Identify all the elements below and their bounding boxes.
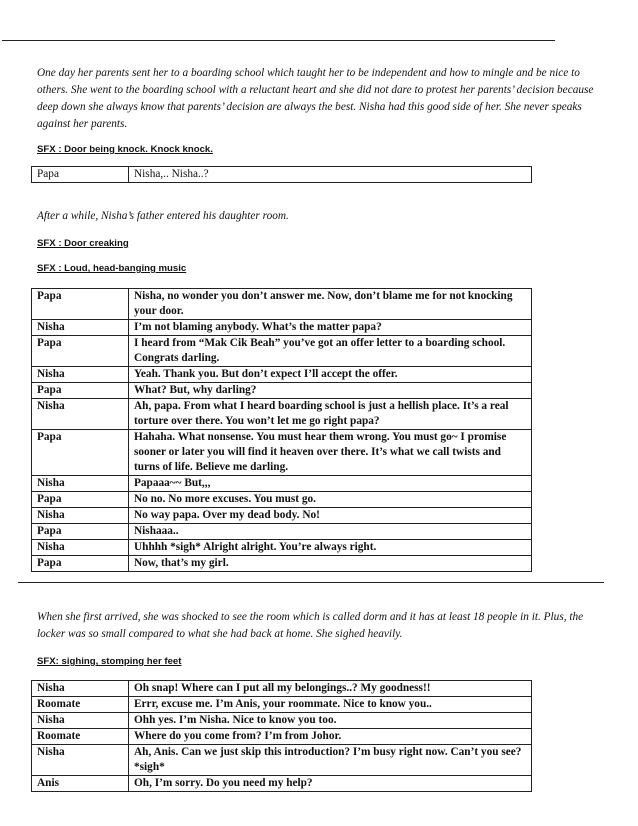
line-cell: What? But, why darling? — [129, 383, 532, 399]
table-row — [32, 524, 532, 540]
table-row — [32, 697, 532, 713]
table-row — [32, 476, 532, 492]
line-cell: Yeah. Thank you. But don’t expect I’ll accept the offer. — [129, 367, 532, 383]
speaker-cell: Nisha — [32, 399, 129, 430]
speaker-cell: Nisha — [32, 367, 129, 383]
table-row — [32, 556, 532, 572]
speaker-cell: Papa — [32, 556, 129, 572]
table-row — [32, 540, 532, 556]
line-cell: No way papa. Over my dead body. No! — [129, 508, 532, 524]
dialogue-table-2 — [31, 288, 532, 572]
speaker-cell: Nisha — [32, 540, 129, 556]
line-cell: Now, that’s my girl. — [129, 556, 532, 572]
narration-paragraph: When she first arrived, she was shocked to see the room which is called dorm and it has at least 18 people in it. Plus, the locker was so small compared to what she had back at home. She sighed heavily. — [37, 611, 584, 640]
page-break-divider — [18, 582, 604, 583]
speaker-cell: Roomate — [32, 697, 129, 713]
line-cell: Nishaaa.. — [129, 524, 532, 540]
table-row — [32, 167, 532, 183]
line-cell: No no. No more excuses. You must go. — [129, 492, 532, 508]
line-cell: Oh snap! Where can I put all my belongings..? My goodness!! — [129, 681, 532, 697]
speaker-cell: Papa — [32, 167, 129, 183]
line-cell: Ah, Anis. Can we just skip this introduction? I’m busy right now. Can’t you see? *sigh* — [129, 745, 532, 776]
sfx-sighing-stomping: SFX: sighing, stomping her feet — [37, 656, 182, 667]
table-row — [32, 336, 532, 367]
table-row — [32, 289, 532, 320]
speaker-cell: Nisha — [32, 745, 129, 776]
table-row — [32, 713, 532, 729]
table-row — [32, 729, 532, 745]
speaker-cell: Nisha — [32, 681, 129, 697]
table-row — [32, 320, 532, 336]
table-row — [32, 399, 532, 430]
speaker-cell: Nisha — [32, 476, 129, 492]
table-row — [32, 745, 532, 776]
sfx-door-creaking: SFX : Door creaking — [37, 238, 129, 249]
table-row — [32, 492, 532, 508]
speaker-cell: Papa — [32, 524, 129, 540]
speaker-cell: Papa — [32, 336, 129, 367]
line-cell: Errr, excuse me. I’m Anis, your roommate. Nice to know you.. — [129, 697, 532, 713]
table-row — [32, 681, 532, 697]
table-row — [32, 430, 532, 476]
line-cell: Uhhhh *sigh* Alright alright. You’re always right. — [129, 540, 532, 556]
top-divider — [2, 40, 555, 41]
line-cell: Hahaha. What nonsense. You must hear them wrong. You must go~ I promise sooner or later you will find it heaven over there. It’s what we call twists and turns of life. Believe me darling. — [129, 430, 532, 476]
line-cell: Nisha,.. Nisha..? — [129, 167, 532, 183]
line-cell: I’m not blaming anybody. What’s the matter papa? — [129, 320, 532, 336]
speaker-cell: Roomate — [32, 729, 129, 745]
speaker-cell: Papa — [32, 492, 129, 508]
line-cell: Nisha, no wonder you don’t answer me. Now, don’t blame me for not knocking your door. — [129, 289, 532, 320]
speaker-cell: Papa — [32, 383, 129, 399]
sfx-loud-music: SFX : Loud, head-banging music — [37, 263, 187, 274]
line-cell: Ah, papa. From what I heard boarding school is just a hellish place. It’s a real torture over there. You won’t let me go right papa? — [129, 399, 532, 430]
narration-paragraph: After a while, Nisha’s father entered his daughter room. — [37, 210, 289, 222]
speaker-cell: Nisha — [32, 320, 129, 336]
line-cell: Where do you come from? I’m from Johor. — [129, 729, 532, 745]
dialogue-table-1 — [31, 166, 532, 183]
line-cell: Ohh yes. I’m Nisha. Nice to know you too. — [129, 713, 532, 729]
narration-paragraph: One day her parents sent her to a boarding school which taught her to be independent and how to mingle and be nice to others. She went to the boarding school with a reluctant heart and she did not dare to protest her parents’ decision because deep down she always know that parents’ decision are always the best. Nisha had this good side of her. She never speaks against her parents. — [37, 67, 594, 130]
dialogue-table-3 — [31, 680, 532, 792]
speaker-cell: Papa — [32, 289, 129, 320]
table-row — [32, 367, 532, 383]
line-cell: I heard from “Mak Cik Beah” you’ve got an offer letter to a boarding school. Congrats darling. — [129, 336, 532, 367]
speaker-cell: Papa — [32, 430, 129, 476]
speaker-cell: Anis — [32, 776, 129, 792]
line-cell: Papaaa~~ But,,, — [129, 476, 532, 492]
line-cell: Oh, I’m sorry. Do you need my help? — [129, 776, 532, 792]
speaker-cell: Nisha — [32, 508, 129, 524]
table-row — [32, 383, 532, 399]
table-row — [32, 776, 532, 792]
sfx-door-knock: SFX : Door being knock. Knock knock. — [37, 144, 213, 155]
table-row — [32, 508, 532, 524]
speaker-cell: Nisha — [32, 713, 129, 729]
